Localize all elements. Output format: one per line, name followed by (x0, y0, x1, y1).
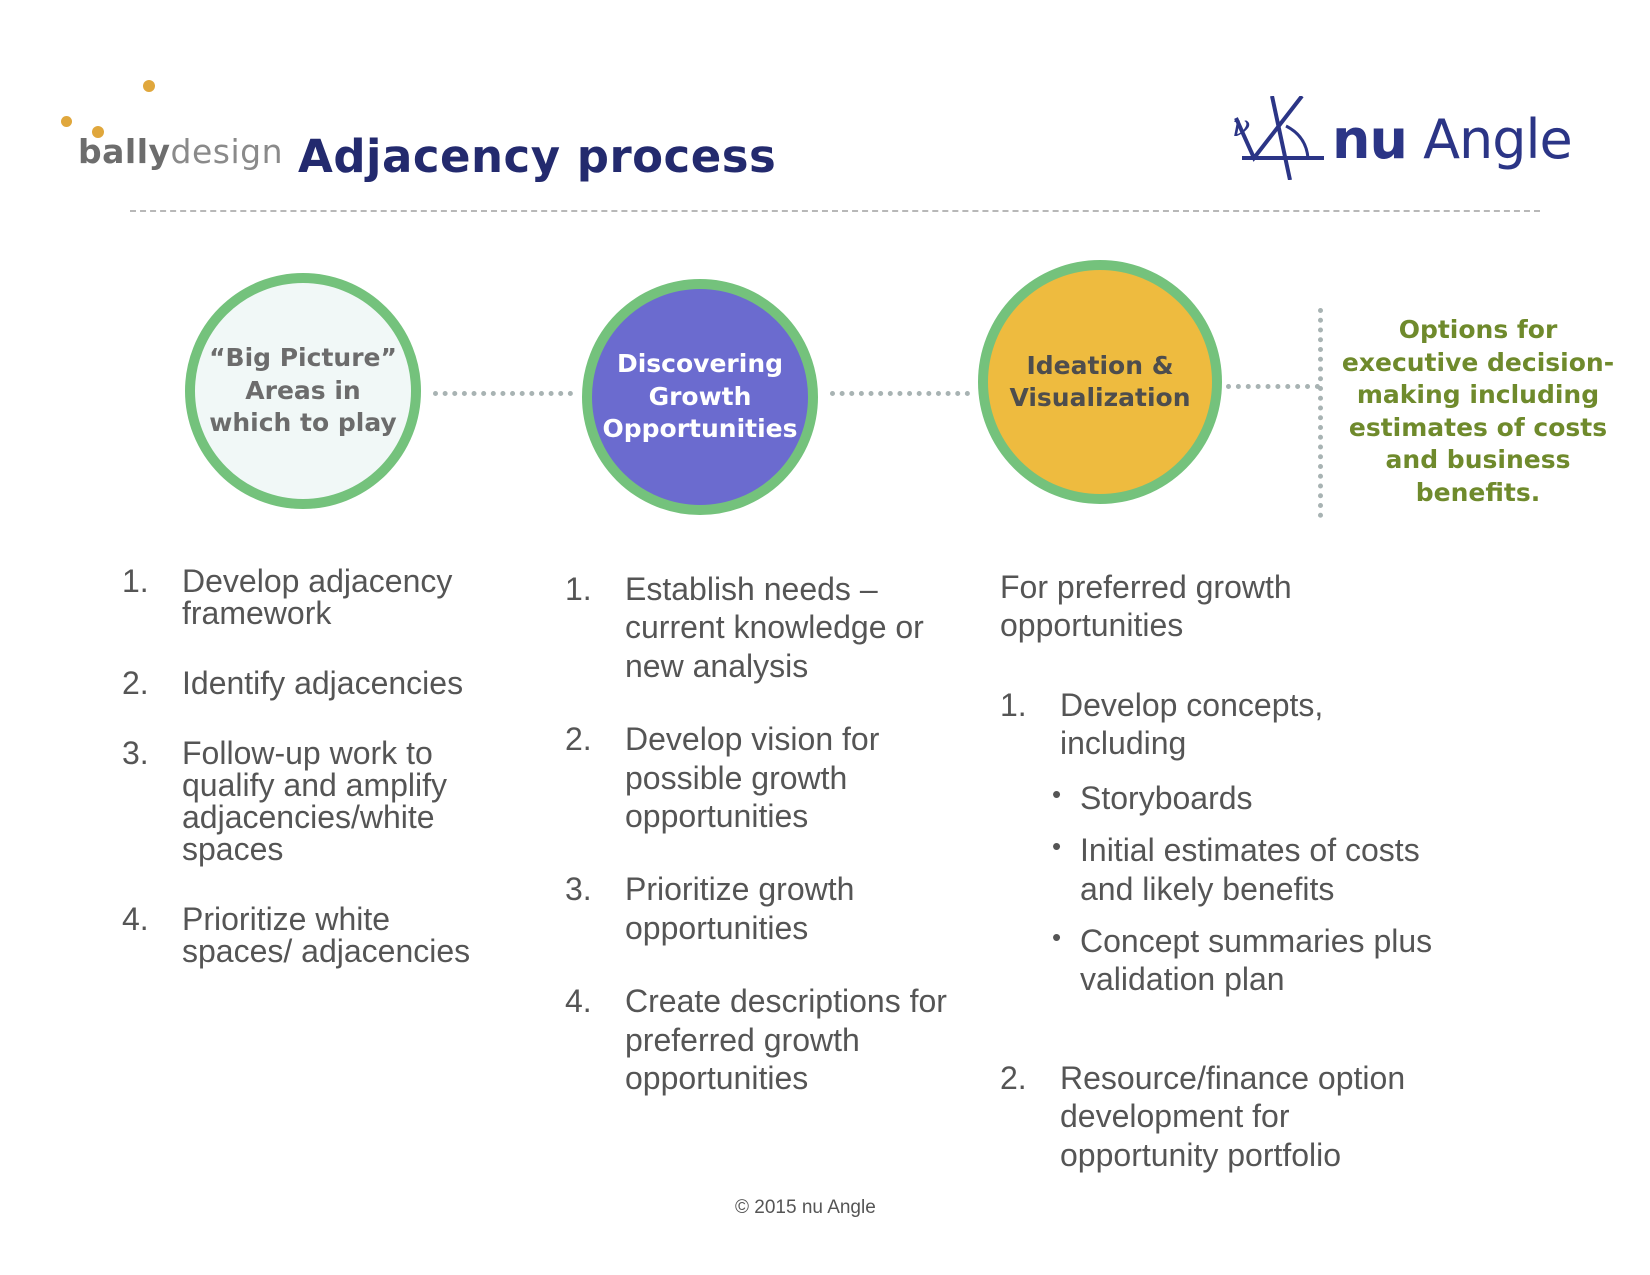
connector-dots (1226, 384, 1320, 389)
item-number: 4. (122, 901, 149, 937)
item-number: 2. (1000, 1059, 1027, 1096)
list-item (122, 565, 482, 629)
header-divider (130, 210, 1540, 212)
item-number: 2. (122, 665, 149, 701)
bullet-text: Concept summaries plus validation plan (1080, 922, 1433, 998)
bullet-text: Storyboards (1080, 779, 1253, 816)
list-item (1000, 686, 1440, 999)
bullet-item (1052, 831, 1440, 908)
logo-light-part: design (170, 132, 284, 171)
process-step-ideation (978, 260, 1222, 504)
circle-label: “Big Picture” Areas in which to play (209, 343, 397, 438)
logo-dot (61, 116, 72, 127)
item-number: 1. (122, 563, 149, 599)
list-item (565, 570, 965, 685)
list-item (565, 870, 965, 947)
item-text: Establish needs – current knowledge or new analysis (625, 571, 924, 684)
concept-bullets (1052, 778, 1440, 999)
vertical-connector-dots (1318, 308, 1323, 518)
item-number: 1. (565, 571, 592, 607)
item-number: 3. (565, 871, 592, 908)
bullet-icon: • (1052, 921, 1062, 952)
logo-angle: Angle (1423, 108, 1572, 171)
connector-dots (830, 391, 970, 396)
process-step-discovering (582, 279, 818, 515)
item-number: 1. (1000, 687, 1027, 723)
item-text: Develop concepts, including (1060, 687, 1324, 762)
bullet-item (1052, 778, 1440, 817)
item-number: 2. (565, 721, 592, 758)
item-text: Prioritize growth opportunities (625, 871, 855, 946)
ballydesign-logo (78, 132, 283, 171)
logo-bold-part: bally (78, 132, 171, 171)
options-outcome-text: Options for executive decision-making including estimates of costs and business benefits. (1341, 315, 1615, 507)
bullet-item (1052, 921, 1440, 999)
list-item (565, 720, 965, 835)
item-text: Develop vision for possible growth opportunities (625, 721, 880, 834)
list-item (1000, 1059, 1440, 1174)
bullet-text: Initial estimates of costs and likely benefits (1080, 832, 1420, 907)
copyright-notice: © 2015 nu Angle (735, 1197, 876, 1218)
big-picture-steps (122, 565, 482, 1005)
circle-label: Ideation & Visualization (1009, 350, 1191, 412)
discovering-steps (565, 570, 965, 1132)
nu-angle-logo-mark-icon (1232, 96, 1328, 180)
list-item (122, 737, 482, 865)
nu-angle-logo (1332, 108, 1572, 171)
page-title: Adjacency process (298, 130, 777, 183)
item-number: 4. (565, 983, 592, 1020)
list-item (565, 982, 965, 1097)
item-text: Prioritize white spaces/ adjacencies (182, 901, 471, 969)
item-text: Create descriptions for preferred growth opportunities (625, 983, 947, 1096)
item-text: Resource/finance option development for opportunity portfolio (1060, 1059, 1406, 1173)
connector-dots (433, 391, 573, 396)
process-step-big-picture (185, 273, 421, 509)
svg-text:ν: ν (1232, 109, 1251, 144)
circle-label: Discovering Growth Opportunities (602, 349, 798, 444)
ideation-steps (1000, 686, 1440, 1174)
item-number: 3. (122, 735, 149, 771)
list-item (122, 667, 482, 699)
logo-dot (143, 80, 155, 92)
bullet-icon: • (1052, 831, 1062, 862)
ideation-intro: For preferred growth opportunities (1000, 569, 1292, 644)
bullet-icon: • (1052, 778, 1062, 809)
item-text: Identify adjacencies (182, 665, 464, 701)
item-text: Develop adjacency framework (182, 563, 453, 631)
item-text: Follow-up work to qualify and amplify adjacencies/white spaces (182, 735, 448, 867)
list-item (122, 903, 482, 967)
logo-nu: nu (1332, 108, 1407, 171)
